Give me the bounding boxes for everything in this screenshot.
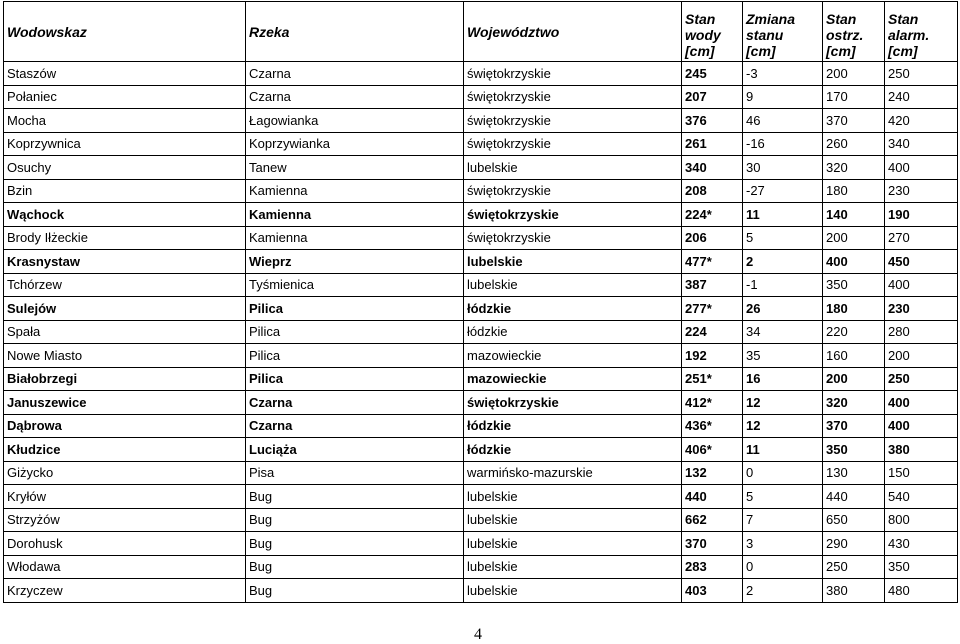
cell-zmiana-stanu: 7 xyxy=(743,508,823,532)
table-row xyxy=(4,555,958,579)
cell-wojewodztwo: łódzkie xyxy=(464,438,682,462)
header-row xyxy=(4,2,958,62)
cell-wodowskaz: Giżycko xyxy=(4,461,246,485)
cell-stan-wody: 440 xyxy=(682,485,743,509)
cell-wojewodztwo: lubelskie xyxy=(464,250,682,274)
cell-wojewodztwo: lubelskie xyxy=(464,532,682,556)
cell-stan-alarm: 380 xyxy=(885,438,958,462)
cell-zmiana-stanu: 35 xyxy=(743,344,823,368)
table-row xyxy=(4,62,958,86)
cell-wojewodztwo: łódzkie xyxy=(464,320,682,344)
cell-rzeka: Pilica xyxy=(246,297,464,321)
cell-wodowskaz: Kłudzice xyxy=(4,438,246,462)
cell-rzeka: Bug xyxy=(246,555,464,579)
cell-rzeka: Koprzywianka xyxy=(246,132,464,156)
cell-stan-alarm: 540 xyxy=(885,485,958,509)
cell-rzeka: Kamienna xyxy=(246,226,464,250)
cell-stan-alarm: 430 xyxy=(885,532,958,556)
header-stan-alarm xyxy=(885,2,958,62)
cell-wojewodztwo: świętokrzyskie xyxy=(464,132,682,156)
cell-rzeka: Pisa xyxy=(246,461,464,485)
cell-zmiana-stanu: 34 xyxy=(743,320,823,344)
cell-stan-wody: 370 xyxy=(682,532,743,556)
cell-wodowskaz: Bzin xyxy=(4,179,246,203)
cell-stan-wody: 224 xyxy=(682,320,743,344)
cell-rzeka: Bug xyxy=(246,532,464,556)
table-row xyxy=(4,367,958,391)
cell-zmiana-stanu: -16 xyxy=(743,132,823,156)
cell-zmiana-stanu: 3 xyxy=(743,532,823,556)
cell-stan-alarm: 230 xyxy=(885,297,958,321)
cell-stan-ostrz: 170 xyxy=(823,85,885,109)
cell-wojewodztwo: mazowieckie xyxy=(464,344,682,368)
cell-rzeka: Czarna xyxy=(246,62,464,86)
cell-rzeka: Pilica xyxy=(246,367,464,391)
cell-stan-ostrz: 290 xyxy=(823,532,885,556)
cell-stan-alarm: 250 xyxy=(885,367,958,391)
table-row xyxy=(4,109,958,133)
cell-stan-ostrz: 200 xyxy=(823,62,885,86)
cell-rzeka: Tyśmienica xyxy=(246,273,464,297)
cell-wodowskaz: Nowe Miasto xyxy=(4,344,246,368)
cell-stan-wody: 340 xyxy=(682,156,743,180)
cell-wodowskaz: Dorohusk xyxy=(4,532,246,556)
cell-wojewodztwo: lubelskie xyxy=(464,555,682,579)
cell-stan-alarm: 800 xyxy=(885,508,958,532)
cell-zmiana-stanu: -1 xyxy=(743,273,823,297)
cell-zmiana-stanu: 5 xyxy=(743,485,823,509)
cell-stan-ostrz: 350 xyxy=(823,438,885,462)
header-stan-alarm-line3: [cm] xyxy=(888,43,918,59)
cell-rzeka: Bug xyxy=(246,485,464,509)
table-row xyxy=(4,391,958,415)
cell-wojewodztwo: lubelskie xyxy=(464,156,682,180)
cell-stan-alarm: 250 xyxy=(885,62,958,86)
cell-stan-ostrz: 260 xyxy=(823,132,885,156)
header-stan-alarm-line1: Stan xyxy=(888,11,919,27)
cell-wodowskaz: Mocha xyxy=(4,109,246,133)
cell-stan-wody: 406* xyxy=(682,438,743,462)
cell-wojewodztwo: łódzkie xyxy=(464,297,682,321)
cell-stan-alarm: 280 xyxy=(885,320,958,344)
cell-wojewodztwo: lubelskie xyxy=(464,579,682,603)
cell-stan-ostrz: 440 xyxy=(823,485,885,509)
cell-wodowskaz: Staszów xyxy=(4,62,246,86)
cell-wodowskaz: Sulejów xyxy=(4,297,246,321)
table-row xyxy=(4,579,958,603)
cell-rzeka: Luciąża xyxy=(246,438,464,462)
header-rzeka: Rzeka xyxy=(246,2,464,62)
table-row xyxy=(4,344,958,368)
cell-wodowskaz: Brody Iłżeckie xyxy=(4,226,246,250)
cell-zmiana-stanu: 5 xyxy=(743,226,823,250)
cell-zmiana-stanu: 12 xyxy=(743,414,823,438)
cell-wojewodztwo: lubelskie xyxy=(464,273,682,297)
table-row xyxy=(4,461,958,485)
cell-stan-wody: 412* xyxy=(682,391,743,415)
cell-stan-wody: 403 xyxy=(682,579,743,603)
cell-zmiana-stanu: 26 xyxy=(743,297,823,321)
cell-stan-wody: 477* xyxy=(682,250,743,274)
cell-stan-alarm: 230 xyxy=(885,179,958,203)
table-row xyxy=(4,250,958,274)
cell-wojewodztwo: świętokrzyskie xyxy=(464,226,682,250)
cell-rzeka: Pilica xyxy=(246,320,464,344)
cell-rzeka: Czarna xyxy=(246,85,464,109)
table-row xyxy=(4,320,958,344)
cell-rzeka: Czarna xyxy=(246,414,464,438)
cell-rzeka: Kamienna xyxy=(246,179,464,203)
header-stan-alarm-line2: alarm. xyxy=(888,27,930,43)
table-row xyxy=(4,414,958,438)
cell-stan-wody: 251* xyxy=(682,367,743,391)
cell-stan-alarm: 450 xyxy=(885,250,958,274)
cell-stan-wody: 261 xyxy=(682,132,743,156)
water-levels-table xyxy=(3,1,958,603)
cell-wodowskaz: Osuchy xyxy=(4,156,246,180)
header-stan-wody-line2: wody xyxy=(685,27,721,43)
cell-stan-wody: 224* xyxy=(682,203,743,227)
header-stan-wody-line1: Stan xyxy=(685,11,716,27)
cell-stan-alarm: 400 xyxy=(885,414,958,438)
cell-rzeka: Tanew xyxy=(246,156,464,180)
cell-stan-alarm: 270 xyxy=(885,226,958,250)
cell-zmiana-stanu: 11 xyxy=(743,438,823,462)
cell-zmiana-stanu: 16 xyxy=(743,367,823,391)
cell-zmiana-stanu: 11 xyxy=(743,203,823,227)
cell-stan-ostrz: 200 xyxy=(823,367,885,391)
cell-stan-alarm: 150 xyxy=(885,461,958,485)
cell-rzeka: Bug xyxy=(246,579,464,603)
cell-zmiana-stanu: 30 xyxy=(743,156,823,180)
cell-wojewodztwo: świętokrzyskie xyxy=(464,391,682,415)
header-stan-wody-line3: [cm] xyxy=(685,43,715,59)
cell-wojewodztwo: świętokrzyskie xyxy=(464,62,682,86)
table-row xyxy=(4,273,958,297)
header-zmiana-stanu xyxy=(743,2,823,62)
cell-stan-ostrz: 200 xyxy=(823,226,885,250)
cell-wojewodztwo: łódzkie xyxy=(464,414,682,438)
cell-stan-ostrz: 160 xyxy=(823,344,885,368)
cell-stan-wody: 208 xyxy=(682,179,743,203)
cell-wojewodztwo: lubelskie xyxy=(464,485,682,509)
cell-stan-wody: 207 xyxy=(682,85,743,109)
cell-stan-ostrz: 400 xyxy=(823,250,885,274)
table-row xyxy=(4,438,958,462)
cell-stan-wody: 436* xyxy=(682,414,743,438)
cell-stan-wody: 387 xyxy=(682,273,743,297)
cell-wodowskaz: Januszewice xyxy=(4,391,246,415)
table-row xyxy=(4,508,958,532)
cell-wodowskaz: Włodawa xyxy=(4,555,246,579)
cell-stan-alarm: 480 xyxy=(885,579,958,603)
cell-stan-alarm: 190 xyxy=(885,203,958,227)
cell-stan-ostrz: 180 xyxy=(823,179,885,203)
cell-rzeka: Pilica xyxy=(246,344,464,368)
cell-stan-alarm: 350 xyxy=(885,555,958,579)
cell-wodowskaz: Krasnystaw xyxy=(4,250,246,274)
table-row xyxy=(4,226,958,250)
table-body xyxy=(4,62,958,603)
header-wojewodztwo: Województwo xyxy=(464,2,682,62)
cell-wodowskaz: Kryłów xyxy=(4,485,246,509)
table-row xyxy=(4,297,958,321)
cell-wodowskaz: Strzyżów xyxy=(4,508,246,532)
cell-stan-wody: 376 xyxy=(682,109,743,133)
cell-zmiana-stanu: 0 xyxy=(743,555,823,579)
cell-zmiana-stanu: 2 xyxy=(743,250,823,274)
cell-stan-wody: 132 xyxy=(682,461,743,485)
cell-rzeka: Łagowianka xyxy=(246,109,464,133)
cell-zmiana-stanu: -3 xyxy=(743,62,823,86)
cell-wodowskaz: Koprzywnica xyxy=(4,132,246,156)
cell-stan-wody: 206 xyxy=(682,226,743,250)
cell-zmiana-stanu: 0 xyxy=(743,461,823,485)
cell-rzeka: Kamienna xyxy=(246,203,464,227)
cell-wojewodztwo: lubelskie xyxy=(464,508,682,532)
cell-stan-alarm: 400 xyxy=(885,156,958,180)
cell-wojewodztwo: warmińsko-mazurskie xyxy=(464,461,682,485)
cell-stan-ostrz: 370 xyxy=(823,414,885,438)
cell-stan-alarm: 200 xyxy=(885,344,958,368)
cell-wodowskaz: Spała xyxy=(4,320,246,344)
cell-zmiana-stanu: -27 xyxy=(743,179,823,203)
cell-wodowskaz: Tchórzew xyxy=(4,273,246,297)
cell-rzeka: Wieprz xyxy=(246,250,464,274)
table-row xyxy=(4,485,958,509)
table-row xyxy=(4,179,958,203)
cell-stan-wody: 283 xyxy=(682,555,743,579)
cell-stan-alarm: 400 xyxy=(885,273,958,297)
cell-wojewodztwo: świętokrzyskie xyxy=(464,85,682,109)
cell-stan-ostrz: 650 xyxy=(823,508,885,532)
cell-wojewodztwo: świętokrzyskie xyxy=(464,109,682,133)
header-zmiana-stanu-line1: Zmiana xyxy=(746,11,796,27)
table-row xyxy=(4,132,958,156)
cell-zmiana-stanu: 9 xyxy=(743,85,823,109)
header-stan-wody xyxy=(682,2,743,62)
cell-zmiana-stanu: 46 xyxy=(743,109,823,133)
page-number: 4 xyxy=(474,626,482,643)
table-row xyxy=(4,203,958,227)
cell-wodowskaz: Krzyczew xyxy=(4,579,246,603)
cell-rzeka: Czarna xyxy=(246,391,464,415)
cell-stan-wody: 192 xyxy=(682,344,743,368)
cell-stan-alarm: 400 xyxy=(885,391,958,415)
header-stan-ostrz-line2: ostrz. xyxy=(826,27,864,43)
cell-stan-ostrz: 140 xyxy=(823,203,885,227)
cell-stan-ostrz: 220 xyxy=(823,320,885,344)
cell-stan-wody: 662 xyxy=(682,508,743,532)
table-row xyxy=(4,85,958,109)
cell-stan-ostrz: 320 xyxy=(823,391,885,415)
cell-stan-ostrz: 250 xyxy=(823,555,885,579)
cell-stan-ostrz: 130 xyxy=(823,461,885,485)
cell-stan-wody: 245 xyxy=(682,62,743,86)
cell-stan-alarm: 240 xyxy=(885,85,958,109)
cell-wodowskaz: Dąbrowa xyxy=(4,414,246,438)
cell-wojewodztwo: mazowieckie xyxy=(464,367,682,391)
cell-wodowskaz: Połaniec xyxy=(4,85,246,109)
cell-wodowskaz: Białobrzegi xyxy=(4,367,246,391)
header-stan-ostrz xyxy=(823,2,885,62)
cell-stan-ostrz: 380 xyxy=(823,579,885,603)
cell-stan-ostrz: 320 xyxy=(823,156,885,180)
header-stan-ostrz-line1: Stan xyxy=(826,11,857,27)
cell-wodowskaz: Wąchock xyxy=(4,203,246,227)
header-wodowskaz: Wodowskaz xyxy=(4,2,246,62)
header-zmiana-stanu-line3: [cm] xyxy=(746,43,776,59)
table-row xyxy=(4,156,958,180)
cell-rzeka: Bug xyxy=(246,508,464,532)
cell-zmiana-stanu: 12 xyxy=(743,391,823,415)
cell-stan-alarm: 420 xyxy=(885,109,958,133)
cell-wojewodztwo: świętokrzyskie xyxy=(464,203,682,227)
table-row xyxy=(4,532,958,556)
cell-stan-ostrz: 350 xyxy=(823,273,885,297)
cell-stan-ostrz: 180 xyxy=(823,297,885,321)
cell-stan-wody: 277* xyxy=(682,297,743,321)
header-zmiana-stanu-line2: stanu xyxy=(746,27,784,43)
cell-zmiana-stanu: 2 xyxy=(743,579,823,603)
cell-stan-ostrz: 370 xyxy=(823,109,885,133)
header-stan-ostrz-line3: [cm] xyxy=(826,43,856,59)
cell-stan-alarm: 340 xyxy=(885,132,958,156)
cell-wojewodztwo: świętokrzyskie xyxy=(464,179,682,203)
